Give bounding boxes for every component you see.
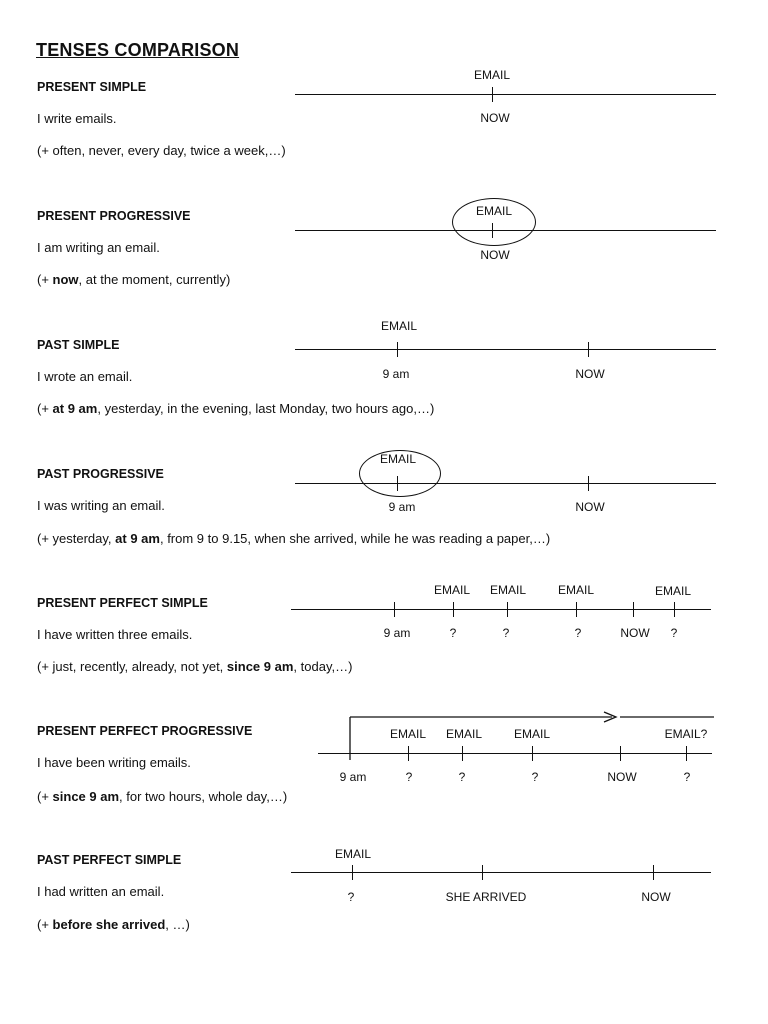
timeline-label-unknown: ? <box>449 626 457 640</box>
timeline-label-email: EMAIL <box>445 727 483 741</box>
timeline-tick <box>482 865 483 880</box>
timeline-tick <box>352 865 353 880</box>
example-sentence: I had written an email. <box>37 884 165 899</box>
timeline-label-unknown: ? <box>531 770 539 784</box>
timeline-tick <box>686 746 687 761</box>
timeline-label-email: EMAIL <box>475 204 513 218</box>
signal-words: (+ often, never, every day, twice a week,…) <box>37 143 286 158</box>
signal-words: (+ since 9 am, for two hours, whole day,…) <box>37 789 288 804</box>
timeline-label-unknown: ? <box>670 626 678 640</box>
example-sentence: I have been writing emails. <box>37 755 191 770</box>
section-heading: PRESENT SIMPLE <box>37 80 147 94</box>
timeline-tick <box>462 746 463 761</box>
signal-words: (+ before she arrived, …) <box>37 917 190 932</box>
timeline-label-now: NOW <box>480 248 510 262</box>
timeline-label-unknown: ? <box>458 770 466 784</box>
section-heading: PAST SIMPLE <box>37 338 120 352</box>
timeline-label-email: EMAIL <box>433 583 471 597</box>
page-title: TENSES COMPARISON <box>36 40 240 60</box>
timeline-label-email: EMAIL <box>489 583 527 597</box>
timeline-label-unknown: ? <box>347 890 355 904</box>
signal-words: (+ just, recently, already, not yet, since 9 am, today,…) <box>37 659 353 674</box>
section-heading: PRESENT PERFECT SIMPLE <box>37 596 208 610</box>
timeline-label-email: EMAIL <box>513 727 551 741</box>
timeline-line <box>318 753 712 754</box>
timeline-label-email: EMAIL? <box>664 727 708 741</box>
example-sentence: I am writing an email. <box>37 240 160 255</box>
timeline-label-unknown: ? <box>683 770 691 784</box>
timeline-label-time: 9 am <box>382 367 410 381</box>
timeline-label-unknown: ? <box>405 770 413 784</box>
timeline-label-email: EMAIL <box>379 452 417 466</box>
timeline-label-email: EMAIL <box>654 584 692 598</box>
timeline-tick <box>532 746 533 761</box>
timeline-tick <box>620 746 621 761</box>
timeline-label-time: 9 am <box>388 500 416 514</box>
timeline-label-now: NOW <box>620 626 650 640</box>
signal-words: (+ yesterday, at 9 am, from 9 to 9.15, when she arrived, while he was reading a paper,…) <box>37 531 551 546</box>
section-heading: PRESENT PERFECT PROGRESSIVE <box>37 724 253 738</box>
example-sentence: I wrote an email. <box>37 369 133 384</box>
timeline-tick <box>653 865 654 880</box>
timeline-label-unknown: ? <box>502 626 510 640</box>
timeline-label-email: EMAIL <box>380 319 418 333</box>
section-heading: PRESENT PROGRESSIVE <box>37 209 191 223</box>
signal-words: (+ now, at the moment, currently) <box>37 272 231 287</box>
timeline-label-now: NOW <box>641 890 671 904</box>
timeline-label-email: EMAIL <box>334 847 372 861</box>
signal-words: (+ at 9 am, yesterday, in the evening, last Monday, two hours ago,…) <box>37 401 435 416</box>
example-sentence: I write emails. <box>37 111 117 126</box>
timeline-label-now: NOW <box>575 500 605 514</box>
timeline-label-time: 9 am <box>383 626 411 640</box>
timeline-label-time: 9 am <box>339 770 367 784</box>
timeline-label-now: NOW <box>575 367 605 381</box>
timeline-label-event: SHE ARRIVED <box>445 890 527 904</box>
example-sentence: I have written three emails. <box>37 627 193 642</box>
section-heading: PAST PROGRESSIVE <box>37 467 164 481</box>
timeline-line <box>291 872 711 873</box>
timeline-label-email: EMAIL <box>557 583 595 597</box>
timeline-label-unknown: ? <box>574 626 582 640</box>
timeline-label-now: NOW <box>607 770 637 784</box>
timeline-label-now: NOW <box>480 111 510 125</box>
example-sentence: I was writing an email. <box>37 498 165 513</box>
timeline-tick <box>408 746 409 761</box>
timeline-label-email: EMAIL <box>389 727 427 741</box>
timeline-label-email: EMAIL <box>473 68 511 82</box>
section-heading: PAST PERFECT SIMPLE <box>37 853 182 867</box>
